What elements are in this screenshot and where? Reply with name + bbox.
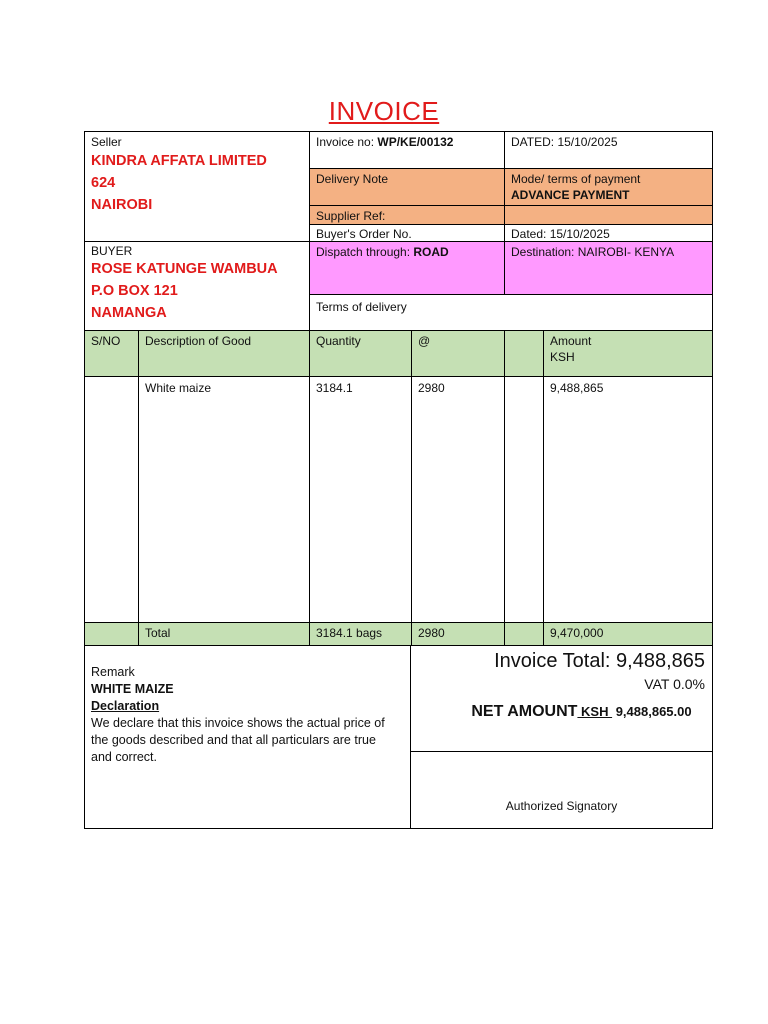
total-blank xyxy=(504,622,544,646)
payment-terms-value: ADVANCE PAYMENT xyxy=(511,188,630,202)
dispatch-cell xyxy=(309,241,505,295)
invoice-total: Invoice Total: 9,488,865 xyxy=(494,650,705,672)
col-sno xyxy=(84,330,139,377)
col-rate xyxy=(411,330,505,377)
seller-cell xyxy=(84,131,310,242)
item-desc-text: White maize xyxy=(145,381,212,395)
buyers-order-cell xyxy=(309,224,505,242)
col-desc xyxy=(138,330,310,377)
item-qty xyxy=(309,376,412,623)
col-amount-unit: KSH xyxy=(550,350,575,364)
net-amount-value: 9,488,865.00 xyxy=(612,704,692,719)
dated2-text: Dated: 15/10/2025 xyxy=(511,227,610,241)
invoice-table xyxy=(84,131,713,829)
buyers-order-label: Buyer's Order No. xyxy=(316,227,412,241)
buyer-label: BUYER xyxy=(91,244,133,258)
total-amount-cell xyxy=(543,622,713,646)
invoice-no-cell xyxy=(309,131,505,169)
seller-line3: NAIROBI xyxy=(91,197,153,213)
invoice-no-value: WP/KE/00132 xyxy=(377,135,454,149)
total-sno xyxy=(84,622,139,646)
payment-terms-label: Mode/ terms of payment xyxy=(511,172,641,186)
item-desc xyxy=(138,376,310,623)
buyer-line3: NAMANGA xyxy=(91,305,167,321)
col-blank xyxy=(504,330,544,377)
invoice-no-label: Invoice no: xyxy=(316,135,378,149)
declaration-text: We declare that this invoice shows the actual price of the goods described and that all particulars are true and correct. xyxy=(91,716,385,764)
net-amount-label: NET AMOUNT xyxy=(471,703,578,720)
seller-label: Seller xyxy=(91,135,122,149)
total-label-cell xyxy=(138,622,310,646)
dispatch-value: ROAD xyxy=(413,245,449,259)
total-amount: 9,470,000 xyxy=(550,626,604,640)
dated2-cell xyxy=(504,224,713,242)
destination-cell xyxy=(504,241,713,295)
dispatch-label: Dispatch through: xyxy=(316,245,414,259)
total-rate-cell xyxy=(411,622,505,646)
net-amount-currency: KSH xyxy=(577,704,613,719)
buyer-name: ROSE KATUNGE WAMBUA xyxy=(91,261,278,277)
dated-text: DATED: 15/10/2025 xyxy=(511,135,618,149)
signatory-cell xyxy=(410,751,713,829)
col-sno-label: S/NO xyxy=(91,334,121,348)
buyer-cell xyxy=(84,241,310,331)
item-amount xyxy=(543,376,713,623)
terms-delivery-label: Terms of delivery xyxy=(316,300,407,314)
payment-terms-cell xyxy=(504,168,713,206)
col-qty-label: Quantity xyxy=(316,334,361,348)
total-label: Total xyxy=(145,626,171,640)
seller-line2: 624 xyxy=(91,175,116,191)
buyer-line2: P.O BOX 121 xyxy=(91,283,178,299)
seller-name: KINDRA AFFATA LIMITED xyxy=(91,153,267,169)
totals-cell xyxy=(410,645,713,752)
remark-value: WHITE MAIZE xyxy=(91,682,174,696)
delivery-note-label: Delivery Note xyxy=(316,172,389,186)
item-amount-text: 9,488,865 xyxy=(550,381,604,395)
terms-delivery-cell xyxy=(309,294,713,331)
net-amount xyxy=(418,704,705,720)
item-rate xyxy=(411,376,505,623)
dated-cell xyxy=(504,131,713,169)
item-sno xyxy=(84,376,139,623)
remark-cell xyxy=(84,645,411,829)
vat: VAT 0.0% xyxy=(644,676,705,692)
supplier-ref-value-cell xyxy=(504,205,713,225)
signatory-label: Authorized Signatory xyxy=(505,799,618,813)
item-rate-text: 2980 xyxy=(418,381,445,395)
remark-label: Remark xyxy=(91,665,135,679)
supplier-ref-cell xyxy=(309,205,505,225)
item-qty-text: 3184.1 xyxy=(316,381,353,395)
col-desc-label: Description of Good xyxy=(145,334,252,348)
total-qty: 3184.1 bags xyxy=(316,626,383,640)
supplier-ref-label: Supplier Ref: xyxy=(316,209,386,223)
col-qty xyxy=(309,330,412,377)
item-blank xyxy=(504,376,544,623)
declaration-title: Declaration xyxy=(91,699,160,713)
total-qty-cell xyxy=(309,622,412,646)
delivery-note-cell xyxy=(309,168,505,206)
col-amount-label: Amount xyxy=(550,334,592,348)
col-amount xyxy=(543,330,713,377)
col-rate-label: @ xyxy=(418,334,431,348)
total-rate: 2980 xyxy=(418,626,445,640)
invoice-title: INVOICE xyxy=(328,96,440,126)
destination-text: Destination: NAIROBI- KENYA xyxy=(511,245,675,259)
